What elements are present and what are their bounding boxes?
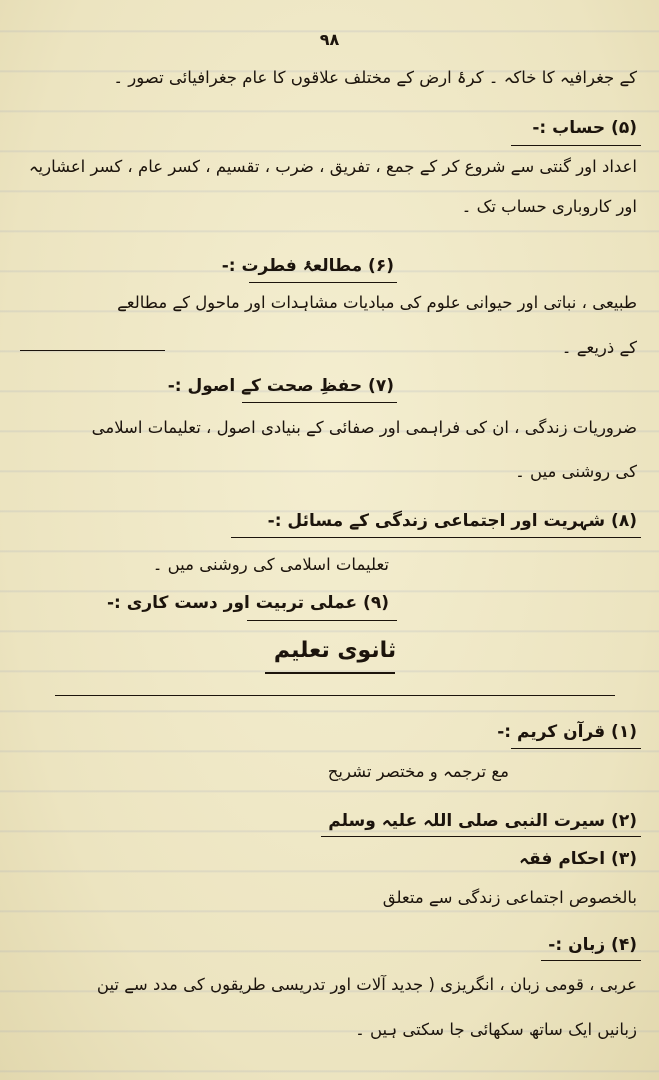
text-line-language-2: زبانیں ایک ساتھ سکھائی جا سکتی ہیں ۔ bbox=[355, 1020, 637, 1039]
heading-underline bbox=[321, 836, 641, 837]
heading-underline bbox=[247, 620, 397, 621]
heading-citizenship: (۸) شہریت اور اجتماعی زندگی کے مسائل :- bbox=[267, 511, 637, 531]
heading-underline bbox=[511, 145, 641, 146]
heading-underline bbox=[541, 960, 641, 961]
text-line-nature-1: طبیعی ، نباتی اور حیوانی علوم کی مبادیات مشاہدات اور ماحول کے مطالعے bbox=[117, 293, 637, 312]
heading-quran: (۱) قرآن کریم :- bbox=[497, 722, 637, 742]
text-line-arithmetic-1: اعداد اور گنتی سے شروع کر کے جمع ، تفریق ، ضرب ، تقسیم ، کسر عام ، کسر اعشاریہ bbox=[28, 157, 637, 176]
heading-underline bbox=[231, 537, 641, 538]
text-line-geography: کے جغرافیہ کا خاکہ ۔ کرۂ ارض کے مختلف علاقوں کا عام جغرافیائی تصور ۔ bbox=[113, 68, 637, 87]
heading-underline bbox=[242, 402, 397, 403]
text-line-citizenship: تعلیمات اسلامی کی روشنی میں ۔ bbox=[152, 555, 389, 574]
heading-underline bbox=[249, 282, 397, 283]
heading-language: (۴) زبان :- bbox=[548, 935, 637, 955]
heading-health-principles: (۷) حفظِ صحت کے اصول :- bbox=[167, 376, 394, 396]
text-line-nature-2: کے ذریعے ۔ bbox=[561, 338, 637, 357]
page-number: ۹۸ bbox=[319, 30, 340, 49]
section-rule bbox=[55, 695, 615, 696]
text-line-health-1: ضروریات زندگی ، ان کی فراہمی اور صفائی کے بنیادی اصول ، تعلیمات اسلامی bbox=[91, 418, 637, 437]
text-line-language-1: عربی ، قومی زبان ، انگریزی ( جدید آلات اور تدریسی طریقوں کی مدد سے تین bbox=[96, 975, 637, 994]
text-line-arithmetic-2: اور کاروباری حساب تک ۔ bbox=[461, 197, 637, 216]
heading-seerah: (۲) سیرت النبی صلی اللہ علیہ وسلم bbox=[328, 811, 637, 831]
heading-fiqh: (۳) احکام فقہ bbox=[519, 849, 637, 869]
section-title-secondary-education: ثانوی تعلیم bbox=[273, 638, 397, 663]
text-line-quran: مع ترجمہ و مختصر تشریح bbox=[327, 762, 509, 781]
margin-rule bbox=[20, 350, 165, 351]
heading-underline bbox=[511, 748, 641, 749]
heading-nature-study: (۶) مطالعۂ فطرت :- bbox=[221, 256, 394, 276]
text-line-fiqh: بالخصوص اجتماعی زندگی سے متعلق bbox=[382, 888, 637, 907]
text-line-health-2: کی روشنی میں ۔ bbox=[515, 462, 637, 481]
heading-arithmetic: (۵) حساب :- bbox=[532, 118, 637, 138]
title-underline bbox=[265, 672, 395, 674]
heading-practical-training: (۹) عملی تربیت اور دست کاری :- bbox=[107, 593, 389, 613]
